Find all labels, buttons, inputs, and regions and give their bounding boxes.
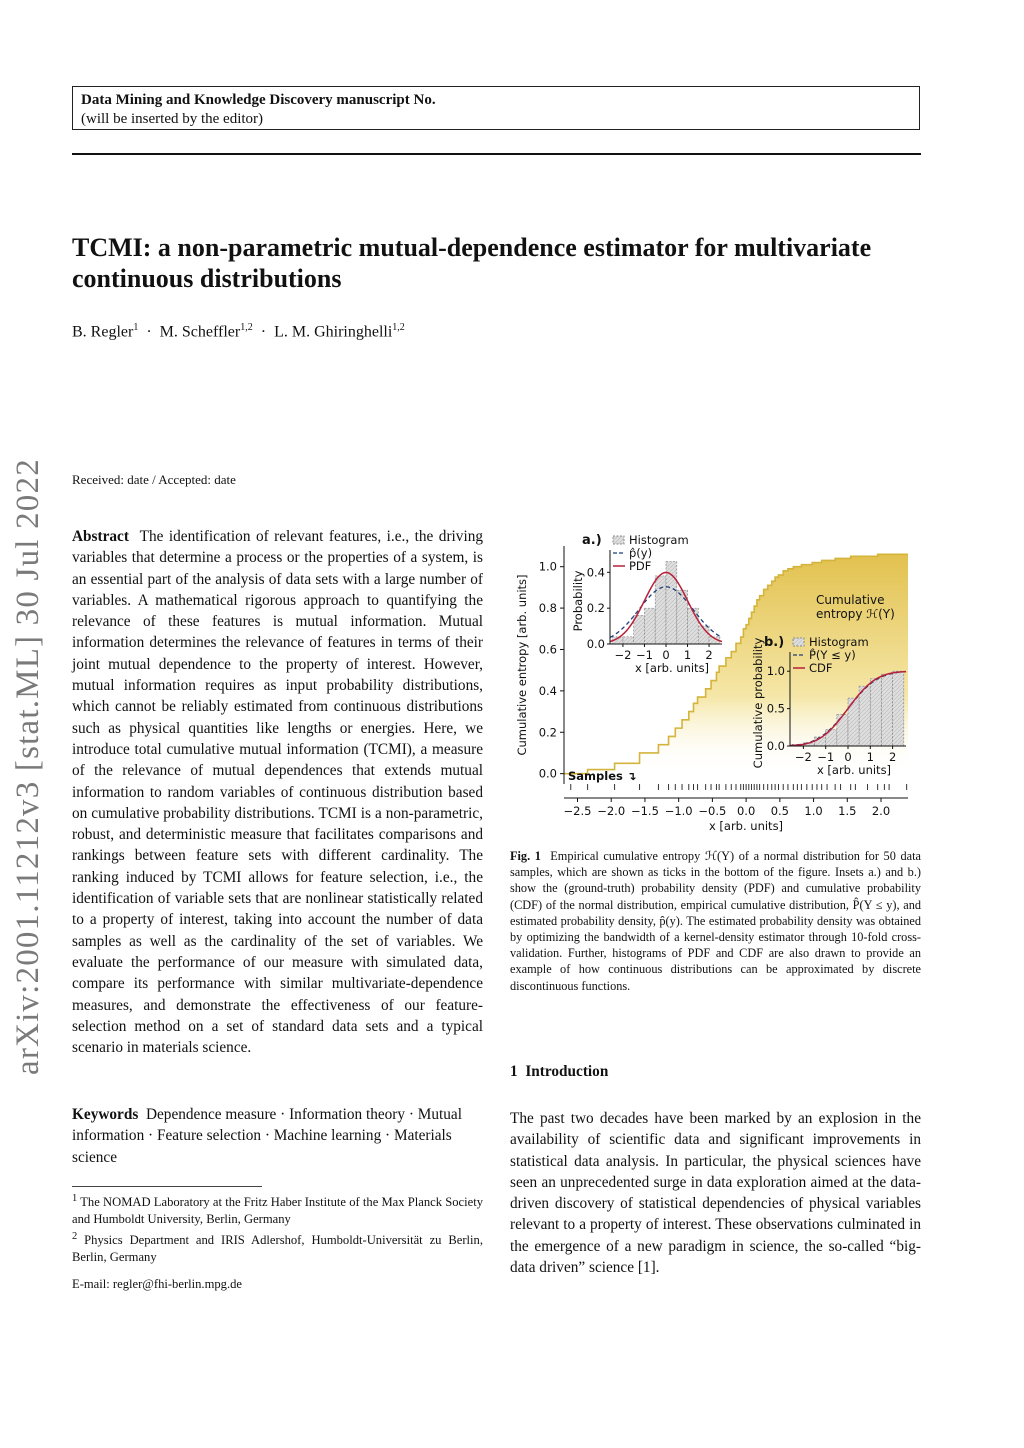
inset-y-tick-label: 0.0 [586, 637, 605, 651]
histogram-bar [870, 679, 881, 746]
contact-email: E-mail: regler@fhi-berlin.mpg.de [72, 1277, 243, 1291]
footnote-rule [72, 1186, 262, 1187]
histogram-bar [893, 671, 904, 746]
histogram-bar [623, 637, 634, 644]
top-rule [72, 153, 921, 155]
y-tick-label: 0.2 [538, 725, 557, 740]
author-list [72, 322, 405, 341]
x-tick-label: −2.0 [597, 804, 626, 818]
arxiv-stamp: arXiv:2001.11212v3 [stat.ML] 30 Jul 2022 [10, 458, 46, 1075]
footnotes [72, 1190, 483, 1266]
inset-x-tick-label: 2 [888, 750, 897, 764]
inset-x-tick-label: 1 [866, 750, 874, 764]
abstract-label: Abstract [72, 528, 129, 545]
x-tick-label: 2.0 [871, 804, 891, 818]
inset-y-axis-label: Cumulative probability [751, 637, 765, 769]
inset-x-tick-label: −2 [614, 648, 632, 662]
legend-label: Histogram [629, 533, 689, 547]
inset-label: b.) [764, 635, 785, 650]
histogram-bar [881, 674, 892, 746]
keywords-text: Dependence measure · Information theory · Mutual information · Feature selection · Machine learning · Materials science [72, 1106, 462, 1166]
author-affiliation: 1,2 [240, 322, 253, 333]
inset-y-tick-label: 0.4 [586, 565, 605, 580]
y-tick-label: 0.8 [538, 601, 557, 616]
received-date: Received: date / Accepted: date [72, 472, 236, 487]
journal-note: (will be inserted by the editor) [81, 111, 264, 127]
inset-x-tick-label: 0 [844, 750, 852, 764]
caption-label: Fig. 1 [510, 849, 541, 863]
legend-label: p̂(y) [629, 546, 653, 560]
author-separator: · [260, 323, 267, 341]
histogram-bar [837, 715, 848, 746]
histogram-bar [634, 615, 645, 644]
samples-label: Samples ↴ [568, 769, 637, 783]
legend-label: CDF [809, 661, 833, 675]
histogram-bar [688, 608, 699, 644]
y-axis-label: Cumulative entropy [arb. units] [515, 574, 529, 756]
main-series-label-line1: Cumulative [816, 593, 885, 607]
legend-label: Histogram [809, 635, 869, 649]
footnote [72, 1228, 483, 1266]
legend-label: PDF [629, 559, 652, 573]
figure-1 [510, 528, 920, 842]
inset-x-axis-label: x [arb. units] [816, 763, 892, 777]
figure-caption [510, 848, 921, 994]
author-separator: · [146, 323, 152, 341]
x-tick-label: −1.5 [630, 804, 659, 818]
y-tick-label: 0.6 [538, 642, 557, 657]
x-tick-label: 0.5 [770, 804, 789, 818]
main-series-label-line2: entropy ℋ(Y) [816, 607, 895, 621]
section-title: Introduction [525, 1063, 609, 1080]
abstract [72, 526, 483, 1058]
footnote-text: The NOMAD Laboratory at the Fritz Haber Institute of the Max Planck Society and Humboldt University, Berlin, Germany [72, 1195, 484, 1227]
inset-x-tick-label: −2 [794, 750, 812, 764]
footnote [72, 1190, 483, 1228]
inset-y-axis-label: Probability [571, 570, 585, 632]
x-tick-label: 1.0 [804, 804, 823, 818]
x-axis-label: x [arb. units] [708, 819, 784, 833]
footnote-mark: 1 [72, 1193, 78, 1204]
histogram-bar [859, 686, 870, 746]
abstract-text: The identification of relevant features, i.e., the driving variables that determine a process or the properties of a system, is an essential part of the analysis of data sets with a large number of variables. A mathematical rigorous approach to quantifying the relevance of these features is mutual information. Mutual information determines the relevance of features in terms of their joint mutual dependence to the property of interest. However, mutual information requires as input probability distributions, which cannot be reliably estimated from continuous distributions such as physical quantities like lengths or energies. Here, we introduce total cumulative mutual information (TCMI), a measure of the relevance of mutual dependences that extends mutual information to random variables of continuous distribution based on cumulative probability distributions. TCMI is a non-parametric, robust, and deterministic measure that facilitates comparisons and rankings between feature sets with different cardinality. The ranking induced by TCMI allows for feature selection, i.e., the identification of variable sets that are nonlinear statistically related to a property of interest, taking into account the number of data samples as well as the cardinality of the set of variables. We evaluate the performance of our measure with simulated data, compare its performance with similar multivariate-dependence measures, and demonstrate the effectiveness of our feature-selection method on a set of standard data sets and a typical scenario in materials science. [72, 528, 483, 1057]
inset-y-tick-label: 0.2 [586, 601, 605, 616]
caption-text: Empirical cumulative entropy ℋ(Y) of a normal distribution for 50 data samples, which are shown as ticks in the bottom of the figure. Insets a.) and b.) show the (ground-truth) probability density (PDF) and cumulative probability (CDF) of the normal distribution, empirical cumulative distribution, P̂(Y ≤ y), and estimated probability density, p̂(y). The estimated probability density was obtained by optimizing the bandwidth of a kernel-density estimator through 10-fold cross-validation. Further, histograms of PDF and CDF are also drawn to provide an example of how continuous distributions can be approximated by discrete discontinuous functions. [510, 849, 921, 993]
inset-x-tick-label: −1 [635, 648, 653, 662]
y-tick-label: 0.4 [538, 683, 557, 698]
inset-x-tick-label: 1 [683, 648, 692, 662]
author-affiliation: 1,2 [392, 322, 405, 333]
keywords [72, 1104, 483, 1168]
inset-x-tick-label: −1 [817, 750, 835, 764]
inset-y-tick-label: 1.0 [766, 664, 785, 679]
author-name: L. M. Ghiringhelli [274, 323, 393, 341]
x-tick-label: 0.0 [736, 804, 756, 818]
inset-label: a.) [582, 533, 602, 548]
section-heading [510, 1063, 608, 1081]
inset-x-tick-label: 2 [705, 648, 713, 662]
section-number: 1 [510, 1063, 518, 1080]
footnote-text: Physics Department and IRIS Adlershof, Humboldt-Universität zu Berlin, Berlin, Germany [72, 1233, 483, 1265]
inset-x-tick-label: 0 [662, 648, 670, 662]
x-tick-label: −2.5 [563, 804, 592, 818]
histogram-bar [655, 576, 666, 644]
journal-name: Data Mining and Knowledge Discovery manuscript No. [81, 92, 436, 108]
footnote-mark: 2 [72, 1231, 78, 1243]
inset-x-axis-label: x [arb. units] [634, 661, 710, 675]
x-tick-label: −1.0 [664, 804, 693, 818]
author-name: B. Regler [72, 323, 134, 341]
histogram-bar [644, 608, 655, 644]
keywords-label: Keywords [72, 1106, 139, 1123]
legend-label: P̂(Y ≤ y) [809, 648, 856, 662]
journal-header-box [72, 86, 920, 130]
x-tick-label: 1.5 [838, 804, 857, 818]
introduction-paragraph: The past two decades have been marked by an explosion in the availability of scientific data and significant improvements in statistical data analysis. In particular, the physical sciences have seen an unprecedented surge in data exploration aimed at the data-driven discovery of statistical dependencies of physical variables relevant to a property of interest. These observations culminated in the emergence of a new paradigm in science, the so-called “big-data driven” science [1]. [510, 1110, 921, 1277]
y-tick-label: 0.0 [538, 766, 557, 781]
inset-y-tick-label: 0.5 [766, 701, 785, 716]
inset-a [571, 533, 722, 675]
legend-swatch-histogram [613, 536, 624, 544]
author-affiliation: 1 [133, 322, 139, 333]
paper-title: TCMI: a non-parametric mutual-dependence estimator for multivariate continuous distributions [72, 233, 872, 293]
author-name: M. Scheffler [159, 323, 241, 341]
inset-y-tick-label: 0.0 [766, 739, 785, 753]
y-tick-label: 1.0 [538, 559, 557, 574]
x-tick-label: −0.5 [698, 804, 727, 818]
legend-swatch-histogram [793, 638, 804, 646]
